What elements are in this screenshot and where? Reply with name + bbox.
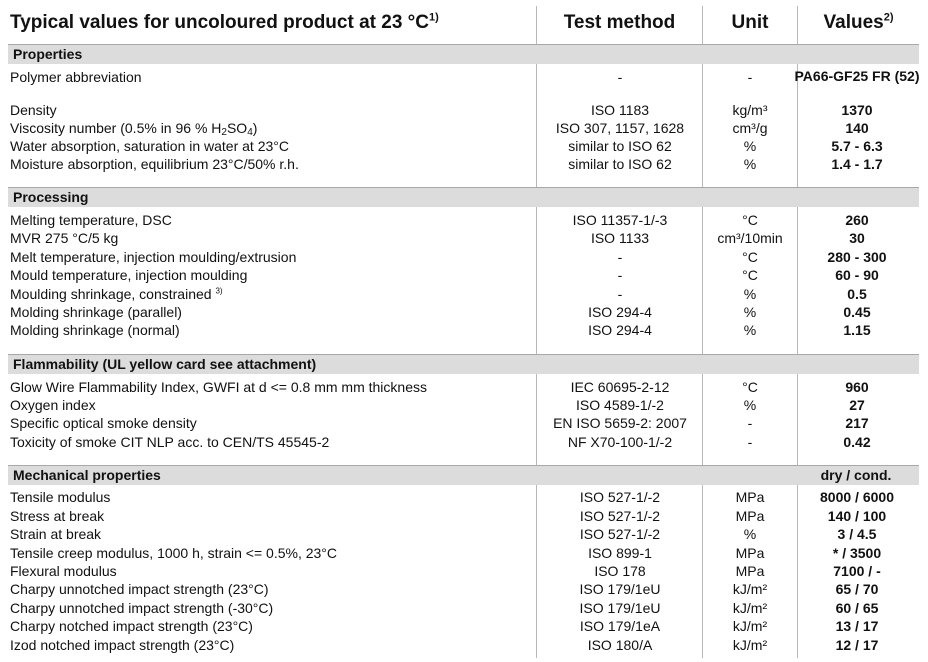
section-label: Properties [13, 46, 83, 62]
test-method: - [617, 267, 623, 283]
property-name: Toxicity of smoke CIT NLP acc. to CEN/TS 45545-2 [10, 434, 330, 450]
section-header-flammability [8, 354, 919, 374]
test-method: NF X70-100-1/-2 [567, 434, 673, 450]
value: 60 - 90 [835, 267, 879, 283]
column-header-label: Values [823, 12, 884, 33]
table-row [0, 525, 928, 543]
unit: °C [742, 267, 758, 283]
name-part: Viscosity number (0.5% in 96 % H [10, 120, 222, 136]
unit: % [743, 397, 757, 413]
unit: % [743, 526, 757, 542]
property-name: Stress at break [10, 508, 105, 524]
unit: MPa [735, 563, 765, 579]
test-method: ISO 178 [594, 563, 646, 579]
property-name: Molding shrinkage (parallel) [10, 304, 182, 320]
unit: % [743, 286, 757, 302]
unit: kg/m³ [732, 102, 768, 118]
column-header-values [798, 8, 919, 42]
value: 260 [845, 212, 869, 228]
table-row [0, 285, 928, 303]
value: 1.4 - 1.7 [831, 156, 883, 172]
name-part: SO [226, 120, 248, 136]
test-method: - [617, 286, 623, 302]
value: 8000 / 6000 [820, 489, 894, 505]
table-row [0, 137, 928, 155]
name-part: ) [252, 120, 258, 136]
unit: °C [742, 379, 758, 395]
section-header-processing [8, 187, 919, 207]
footnote-mark: 3) [215, 286, 223, 296]
footnote-mark: 1) [429, 11, 439, 24]
test-method: ISO 294-4 [588, 322, 652, 338]
dry-cond-label: dry / cond. [820, 467, 892, 483]
value: * / 3500 [832, 545, 882, 561]
test-method: ISO 307, 1157, 1628 [555, 120, 685, 136]
table-row [0, 303, 928, 321]
test-method: IEC 60695-2-12 [570, 379, 670, 395]
property-name: MVR 275 °C/5 kg [10, 230, 119, 246]
property-name: Melt temperature, injection moulding/extrusion [10, 249, 297, 265]
unit: % [743, 322, 757, 338]
column-header-label: Unit [731, 12, 769, 33]
test-method: EN ISO 5659-2: 2007 [553, 415, 687, 431]
unit: °C [742, 212, 758, 228]
unit: % [743, 156, 757, 172]
value: 7100 / - [833, 563, 881, 579]
property-name [10, 119, 530, 137]
value: 0.45 [843, 304, 871, 320]
property-name: Melting temperature, DSC [10, 212, 172, 228]
section-header-mechanical [8, 465, 919, 485]
unit: kJ/m² [732, 637, 768, 653]
section-label: Flammability (UL yellow card see attachment) [13, 356, 317, 372]
value: 1.15 [843, 322, 871, 338]
property-name: Polymer abbreviation [10, 69, 142, 85]
table-row [0, 544, 928, 562]
unit: kJ/m² [732, 600, 768, 616]
property-name: Density [10, 102, 57, 118]
test-method: - [617, 249, 623, 265]
table-row [0, 211, 928, 229]
section-label: Processing [13, 189, 89, 205]
table-row [0, 155, 928, 173]
property-name: Tensile creep modulus, 1000 h, strain <= 0.5%, 23°C [10, 545, 338, 561]
table-row [0, 580, 928, 598]
table-row [0, 636, 928, 654]
section-label: Mechanical properties [13, 467, 161, 483]
test-method: ISO 527-1/-2 [579, 526, 661, 542]
table-row [0, 68, 928, 86]
test-method: ISO 1183 [590, 102, 650, 118]
value: 65 / 70 [835, 581, 879, 597]
value: 960 [845, 379, 869, 395]
unit: MPa [735, 508, 765, 524]
table-row [0, 414, 928, 432]
column-header-unit [703, 8, 797, 42]
property-name: Charpy unnotched impact strength (-30°C) [10, 600, 274, 616]
test-method: ISO 899-1 [588, 545, 652, 561]
value: 0.5 [847, 286, 867, 302]
table-title [10, 8, 530, 42]
unit: - [747, 69, 753, 85]
unit: °C [742, 249, 758, 265]
table-row [0, 229, 928, 247]
unit: MPa [735, 545, 765, 561]
property-name: Molding shrinkage (normal) [10, 322, 180, 338]
value: 30 [849, 230, 865, 246]
unit: % [743, 304, 757, 320]
property-name: Glow Wire Flammability Index, GWFI at d <= 0.8 mm mm thickness [10, 379, 427, 395]
property-name: Specific optical smoke density [10, 415, 197, 431]
table-row [0, 617, 928, 635]
unit: cm³/g [732, 120, 768, 136]
value: 3 / 4.5 [837, 526, 877, 542]
test-method: similar to ISO 62 [568, 138, 672, 154]
table-row [0, 562, 928, 580]
property-name: Charpy unnotched impact strength (23°C) [10, 581, 269, 597]
unit: cm³/10min [717, 230, 783, 246]
unit: kJ/m² [732, 618, 768, 634]
property-name: Flexural modulus [10, 563, 117, 579]
value: 13 / 17 [835, 618, 879, 634]
table-row [0, 378, 928, 396]
test-method: ISO 527-1/-2 [579, 508, 661, 524]
test-method: ISO 179/1eA [579, 618, 661, 634]
unit: kJ/m² [732, 581, 768, 597]
table-row [0, 119, 928, 137]
test-method: ISO 4589-1/-2 [576, 397, 664, 413]
test-method: ISO 1133 [590, 230, 650, 246]
property-name: Water absorption, saturation in water at 23°C [10, 138, 289, 154]
table-row [0, 248, 928, 266]
unit: - [747, 434, 753, 450]
table-row [0, 507, 928, 525]
table-row [0, 599, 928, 617]
property-name: Mould temperature, injection moulding [10, 267, 248, 283]
value: 27 [849, 397, 865, 413]
unit: MPa [735, 489, 765, 505]
table-title-text: Typical values for uncoloured product at 23 °C [10, 12, 429, 33]
property-name: Moisture absorption, equilibrium 23°C/50% r.h. [10, 156, 299, 172]
value: 280 - 300 [827, 249, 887, 265]
table-row [0, 101, 928, 119]
test-method: similar to ISO 62 [568, 156, 672, 172]
property-name [10, 285, 530, 303]
table-row [0, 488, 928, 506]
table-row [0, 321, 928, 339]
section-header-properties [8, 44, 919, 64]
name-part: Moulding shrinkage, constrained [10, 286, 212, 302]
test-method: ISO 179/1eU [579, 600, 661, 616]
column-header-test-method [537, 8, 702, 42]
property-name: Oxygen index [10, 397, 96, 413]
table-row [0, 396, 928, 414]
value: 60 / 65 [835, 600, 879, 616]
value: PA66-GF25 FR (52) [794, 68, 920, 84]
property-name: Izod notched impact strength (23°C) [10, 637, 235, 653]
test-method: ISO 179/1eU [579, 581, 661, 597]
unit: % [743, 138, 757, 154]
value: 12 / 17 [835, 637, 879, 653]
value: 140 / 100 [827, 508, 887, 524]
test-method: - [617, 69, 623, 85]
test-method: ISO 527-1/-2 [579, 489, 661, 505]
property-name: Strain at break [10, 526, 102, 542]
value: 140 [845, 120, 869, 136]
test-method: ISO 180/A [587, 637, 653, 653]
test-method: ISO 11357-1/-3 [572, 212, 668, 228]
value: 0.42 [843, 434, 871, 450]
name-subscript: 4 [247, 127, 253, 138]
value: 5.7 - 6.3 [831, 138, 883, 154]
property-name: Charpy notched impact strength (23°C) [10, 618, 253, 634]
table-row [0, 266, 928, 284]
unit: - [747, 415, 753, 431]
table-row [0, 433, 928, 451]
value: 1370 [841, 102, 873, 118]
column-header-label: Test method [563, 12, 676, 33]
property-name: Tensile modulus [10, 489, 111, 505]
test-method: ISO 294-4 [588, 304, 652, 320]
footnote-mark: 2) [883, 11, 894, 24]
value: 217 [845, 415, 869, 431]
name-subscript: 2 [221, 127, 227, 138]
